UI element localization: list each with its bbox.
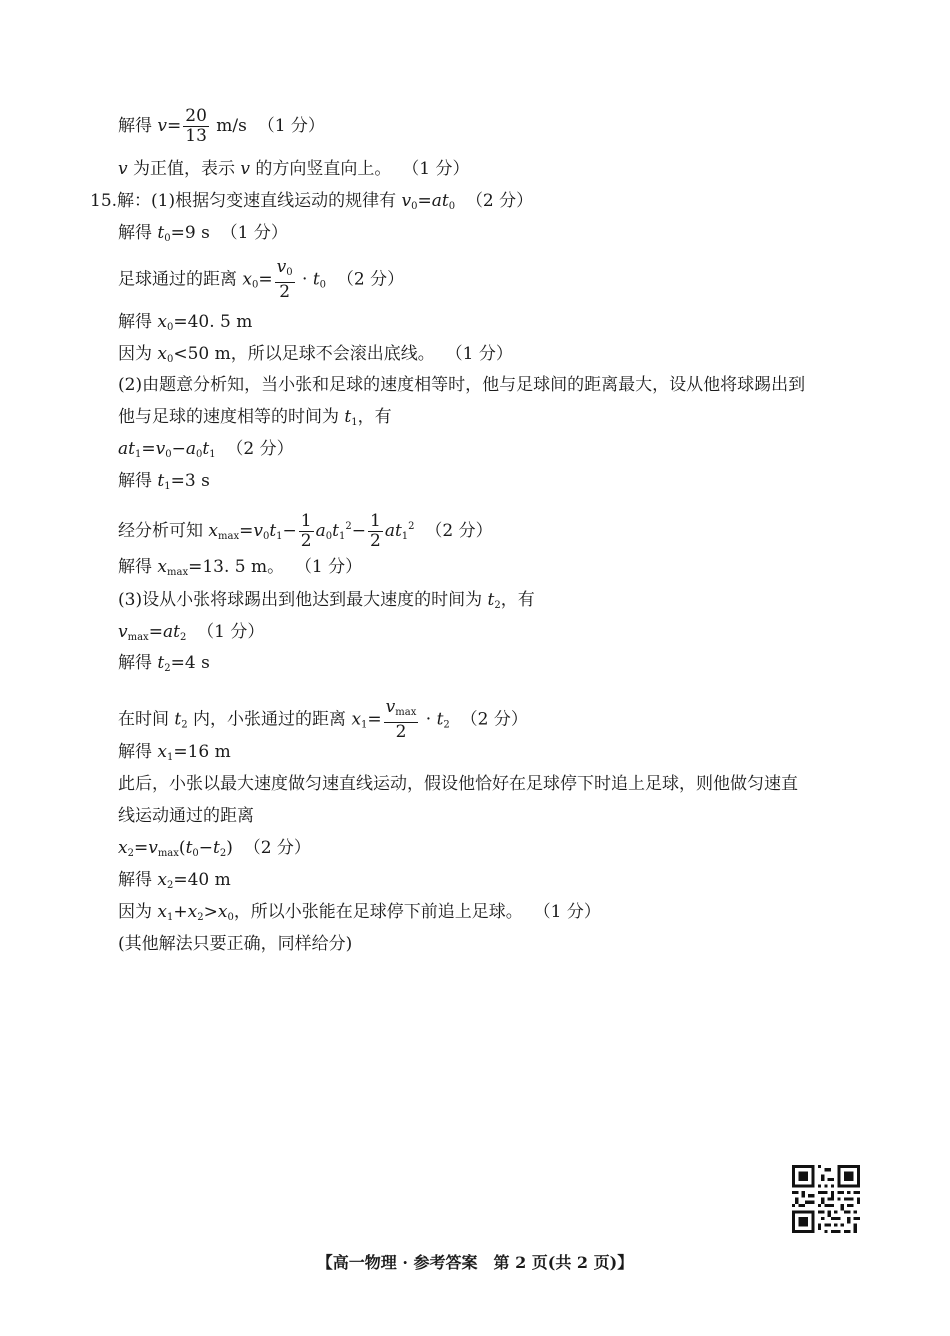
var: x — [157, 557, 167, 577]
denominator: 2 — [300, 531, 312, 551]
score: （2 分） — [243, 838, 311, 858]
text: =3 s — [170, 471, 210, 491]
var: x — [351, 709, 362, 730]
text: 经分析可知 — [118, 521, 209, 541]
text: ，有 — [500, 590, 535, 610]
denominator: 13 — [185, 126, 207, 146]
subscript: 0 — [165, 449, 172, 460]
dot: · — [296, 269, 313, 290]
numerator: 20 — [185, 106, 207, 126]
subscript: 0 — [227, 912, 234, 923]
var: x — [187, 902, 198, 922]
subscript: 0 — [252, 279, 259, 291]
var: t — [157, 653, 165, 673]
eq: = — [148, 622, 163, 642]
answer-line — [118, 773, 798, 795]
text: (2)由题意分析知，当小张和足球的速度相等时，他与足球间的距离最大，设从他将球踢出到 — [118, 375, 806, 395]
text: (3)设从小张将球踢出到他达到最大速度的时间为 — [118, 590, 488, 610]
var: t — [332, 521, 339, 541]
var: a — [118, 439, 129, 459]
score: （1 分） — [197, 622, 265, 642]
answer-line — [118, 869, 231, 897]
answer-line — [90, 190, 533, 218]
answer-line — [118, 901, 601, 929]
text: m/s — [210, 116, 247, 136]
op: + — [173, 902, 188, 922]
text: 解得 — [118, 742, 158, 762]
text: 解得 — [118, 223, 158, 243]
var: x — [118, 838, 128, 858]
denominator: 2 — [395, 722, 407, 742]
var: t — [157, 471, 165, 491]
var: a — [185, 439, 196, 459]
var: x — [217, 902, 228, 922]
score: （1 分） — [402, 159, 470, 179]
var: v — [148, 838, 158, 858]
var: t — [441, 191, 449, 211]
var: t — [128, 439, 135, 459]
fraction — [384, 698, 419, 742]
paren: ( — [178, 838, 186, 858]
var: a — [162, 622, 174, 642]
text: 因为 — [118, 344, 158, 364]
text: 解得 — [118, 312, 158, 332]
var: v — [253, 521, 263, 541]
var: v — [155, 439, 166, 459]
subscript: 1 — [361, 719, 368, 731]
subscript: 0 — [448, 201, 456, 212]
text: ，有 — [357, 407, 392, 427]
subscript: 0 — [286, 267, 293, 278]
score: （2 分） — [226, 439, 294, 459]
var: t — [487, 590, 495, 610]
text: 解：(1)根据匀变速直线运动的规律有 — [117, 191, 402, 211]
subscript: 0 — [192, 848, 199, 859]
answer-line — [118, 556, 362, 584]
superscript: 2 — [345, 521, 352, 532]
subscript: 0 — [167, 322, 174, 333]
answer-line — [118, 258, 404, 302]
subscript: 1 — [338, 531, 346, 542]
subscript: 1 — [134, 449, 142, 460]
text: 解得 — [118, 870, 158, 890]
text: 解得 — [118, 557, 158, 577]
eq: = — [258, 269, 273, 290]
eq: = — [239, 521, 254, 541]
var: x — [157, 344, 167, 364]
text: =40 m — [173, 870, 231, 890]
fraction — [183, 107, 209, 146]
fraction — [299, 512, 314, 551]
score: （1 分） — [257, 116, 325, 136]
text: 足球通过的距离 — [118, 269, 243, 290]
subscript: 2 — [494, 600, 501, 611]
text: =13. 5 m。 — [188, 557, 285, 577]
text: (其他解法只要正确，同样给分) — [118, 934, 353, 954]
subscript: 2 — [197, 912, 204, 923]
qr-code-icon — [792, 1165, 860, 1233]
op: − — [171, 439, 186, 459]
var: v — [401, 191, 412, 211]
score: （1 分） — [445, 344, 513, 364]
text: 解得 — [118, 116, 158, 136]
var: x — [242, 269, 252, 290]
var: t — [436, 709, 444, 730]
subscript: max — [157, 848, 179, 859]
op: > — [203, 902, 218, 922]
answer-line — [118, 470, 210, 498]
answer-line — [118, 512, 493, 551]
text: =16 m — [173, 742, 231, 762]
var: t — [269, 521, 277, 541]
answer-line — [118, 589, 535, 617]
superscript: 2 — [408, 521, 415, 532]
var: a — [431, 191, 442, 211]
subscript: max — [127, 632, 149, 643]
subscript: 0 — [195, 449, 203, 460]
paren: ) — [226, 838, 233, 858]
var: t — [344, 407, 352, 427]
subscript: 2 — [219, 848, 227, 859]
answer-line — [118, 621, 264, 649]
text: =40. 5 m — [173, 312, 253, 332]
var: t — [394, 521, 402, 541]
subscript: max — [395, 707, 417, 718]
text: 因为 — [118, 902, 158, 922]
var: v — [385, 697, 396, 717]
question-number: 15. — [90, 191, 118, 211]
answer-line — [118, 107, 325, 146]
var: t — [173, 622, 180, 642]
answer-line — [118, 438, 294, 466]
numerator — [275, 258, 295, 283]
denominator: 2 — [369, 531, 381, 551]
fraction — [275, 258, 295, 302]
var: t — [174, 709, 182, 730]
var: v — [276, 257, 287, 277]
subscript: 1 — [209, 449, 216, 460]
numerator — [384, 698, 419, 723]
subscript: 2 — [179, 632, 187, 643]
eq: = — [417, 191, 432, 211]
var: v — [240, 159, 251, 179]
text: <50 m，所以足球不会滚出底线。 — [173, 344, 435, 364]
answer-line — [118, 652, 210, 680]
score: （1 分） — [533, 902, 601, 922]
subscript: 0 — [164, 233, 171, 244]
subscript: 1 — [401, 531, 409, 542]
text: 此后，小张以最大速度做匀速直线运动，假设他恰好在足球停下时追上足球，则他做匀速直 — [118, 774, 798, 794]
subscript: 0 — [325, 531, 333, 542]
var: x — [208, 521, 218, 541]
page-footer: 【高一物理 · 参考答案 第 2 页(共 2 页)】 — [316, 1253, 634, 1272]
answer-line — [118, 222, 288, 250]
subscript: 1 — [276, 531, 283, 542]
score: （1 分） — [220, 223, 288, 243]
numerator: 1 — [300, 511, 312, 531]
text: 解得 — [118, 471, 158, 491]
answer-line — [118, 837, 311, 865]
subscript: 0 — [411, 201, 418, 212]
answer-line — [118, 933, 352, 955]
var: a — [315, 521, 326, 541]
fraction — [368, 512, 383, 551]
subscript: 0 — [167, 354, 174, 365]
var: v — [157, 116, 168, 136]
score: （2 分） — [425, 521, 493, 541]
var: x — [157, 742, 167, 762]
score: （2 分） — [465, 191, 534, 211]
text: 解得 — [118, 653, 158, 673]
text: 内，小张通过的距离 — [187, 709, 352, 730]
score: （2 分） — [336, 269, 405, 290]
subscript: 1 — [164, 481, 171, 492]
subscript: 2 — [127, 848, 134, 859]
numerator: 1 — [369, 511, 381, 531]
op: − — [198, 838, 214, 858]
var: t — [157, 223, 165, 243]
text: 他与足球的速度相等的时间为 — [118, 407, 345, 427]
var: t — [213, 838, 220, 858]
var: t — [202, 439, 210, 459]
text: 为正值，表示 — [127, 159, 241, 179]
var: v — [118, 622, 128, 642]
answer-line — [118, 698, 528, 742]
dot: · — [420, 709, 437, 730]
op: − — [282, 521, 297, 541]
text: 在时间 — [118, 709, 175, 730]
subscript: max — [218, 531, 240, 542]
denominator: 2 — [279, 282, 291, 302]
subscript: 0 — [262, 531, 270, 542]
var: t — [185, 838, 193, 858]
score: （1 分） — [294, 557, 363, 577]
answer-line — [118, 374, 805, 396]
subscript: 2 — [167, 880, 174, 891]
var: t — [312, 269, 320, 290]
eq: = — [367, 709, 382, 730]
text: 的方向竖直向上。 — [250, 159, 392, 179]
op: − — [351, 521, 366, 541]
answer-line — [118, 406, 392, 434]
var: a — [384, 521, 395, 541]
eq: = — [167, 116, 182, 136]
subscript: max — [167, 567, 189, 578]
subscript: 0 — [319, 279, 327, 291]
text: ，所以小张能在足球停下前追上足球。 — [233, 902, 523, 922]
text: =4 s — [170, 653, 210, 673]
answer-line — [118, 805, 254, 827]
var: x — [157, 902, 167, 922]
subscript: 1 — [167, 752, 174, 763]
text: =9 s — [170, 223, 210, 243]
subscript: 2 — [443, 719, 450, 731]
eq: = — [133, 838, 149, 858]
score: （2 分） — [460, 709, 528, 730]
var: x — [157, 870, 167, 890]
subscript: 1 — [351, 417, 358, 428]
subscript: 1 — [167, 912, 174, 923]
answer-line — [118, 343, 513, 371]
eq: = — [141, 439, 156, 459]
text: 线运动通过的距离 — [118, 806, 254, 826]
var: v — [118, 159, 128, 179]
subscript: 2 — [164, 663, 171, 674]
answer-line — [118, 741, 231, 769]
subscript: 2 — [181, 719, 188, 731]
var: x — [157, 312, 167, 332]
answer-line — [118, 158, 469, 180]
answer-line — [118, 311, 252, 339]
